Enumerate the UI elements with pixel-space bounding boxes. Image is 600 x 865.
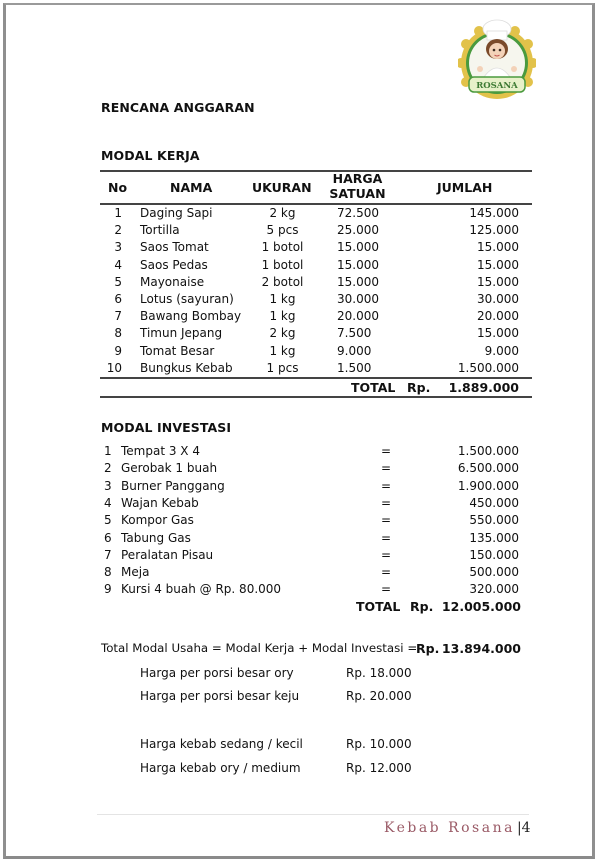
row-ukuran: 2 botol xyxy=(261,274,304,289)
kerja-total-label: TOTAL xyxy=(351,380,396,395)
row-harga-satuan: 30.000 xyxy=(337,292,379,306)
row-nama: Tomat Besar xyxy=(140,343,215,358)
row-ukuran: 1 botol xyxy=(261,257,304,272)
col-header-harga-satuan xyxy=(325,171,390,201)
row-jumlah: 9.000 xyxy=(484,343,519,358)
row-no: 10 xyxy=(106,360,122,375)
footer-separator: | xyxy=(516,820,522,836)
table-top-rule xyxy=(100,170,532,172)
investasi-total-currency: Rp. xyxy=(410,599,434,614)
table-bottom-rule xyxy=(100,396,532,398)
summary-value: 13.894.000 xyxy=(441,641,521,656)
col-header-harga: HARGA xyxy=(332,171,383,186)
row-nama: Tempat 3 X 4 xyxy=(121,444,200,458)
price-value: Rp. 12.000 xyxy=(346,761,412,775)
row-value: 450.000 xyxy=(469,495,519,510)
row-no: 1 xyxy=(104,444,112,458)
footer-divider xyxy=(97,814,529,815)
row-no: 6 xyxy=(114,292,122,306)
row-nama: Peralatan Pisau xyxy=(121,547,214,562)
row-no: 8 xyxy=(104,565,112,580)
row-jumlah: 1.500.000 xyxy=(457,360,519,375)
row-harga-satuan: 15.000 xyxy=(337,274,379,289)
row-value: 320.000 xyxy=(469,582,519,597)
logo-text: ROSANA xyxy=(476,81,518,91)
row-jumlah: 15.000 xyxy=(477,240,519,255)
row-nama: Kompor Gas xyxy=(121,513,194,528)
row-equals: = xyxy=(381,495,392,510)
row-nama: Bungkus Kebab xyxy=(140,360,233,375)
row-value: 550.000 xyxy=(469,513,519,528)
row-equals: = xyxy=(381,565,392,580)
page-footer xyxy=(384,820,531,836)
row-nama: Burner Panggang xyxy=(121,478,225,493)
row-equals: = xyxy=(381,547,392,562)
row-nama: Gerobak 1 buah xyxy=(121,461,218,476)
row-harga-satuan: 15.000 xyxy=(337,257,379,272)
summary-currency: Rp. xyxy=(416,641,440,656)
row-no: 9 xyxy=(114,343,122,358)
row-value: 150.000 xyxy=(469,547,519,562)
row-no: 1 xyxy=(114,206,122,220)
row-value: 135.000 xyxy=(469,530,519,545)
row-ukuran: 2 kg xyxy=(269,206,296,220)
row-nama: Daging Sapi xyxy=(140,206,213,220)
row-nama: Mayonaise xyxy=(140,274,205,289)
price-value: Rp. 18.000 xyxy=(346,666,412,680)
modal-investasi-heading: MODAL INVESTASI xyxy=(101,420,232,435)
row-nama: Saos Pedas xyxy=(140,257,208,272)
row-jumlah: 145.000 xyxy=(469,206,519,220)
row-ukuran: 1 pcs xyxy=(266,360,299,375)
row-jumlah: 15.000 xyxy=(477,257,519,272)
row-harga-satuan: 1.500 xyxy=(337,360,372,375)
col-header-jumlah: JUMLAH xyxy=(437,180,493,195)
row-no: 4 xyxy=(104,495,112,510)
row-nama: Timun Jepang xyxy=(140,326,223,341)
row-no: 7 xyxy=(104,547,112,562)
rosana-logo xyxy=(458,17,536,101)
row-harga-satuan: 72.500 xyxy=(337,206,379,220)
row-equals: = xyxy=(381,478,392,493)
col-header-nama: NAMA xyxy=(170,180,213,195)
row-jumlah: 15.000 xyxy=(477,274,519,289)
row-equals: = xyxy=(381,530,392,545)
footer-brand: Kebab Rosana xyxy=(384,820,515,836)
col-header-ukuran: UKURAN xyxy=(252,180,312,195)
row-no: 3 xyxy=(114,240,122,255)
row-harga-satuan: 20.000 xyxy=(337,309,379,324)
row-no: 2 xyxy=(114,223,122,238)
kerja-total-value: 1.889.000 xyxy=(448,380,519,395)
price-value: Rp. 10.000 xyxy=(346,737,412,751)
row-no: 5 xyxy=(104,513,112,528)
row-nama: Kursi 4 buah @ Rp. 80.000 xyxy=(121,582,282,597)
row-value: 500.000 xyxy=(469,565,519,580)
row-ukuran: 1 botol xyxy=(261,240,304,255)
row-nama: Saos Tomat xyxy=(140,240,209,255)
row-nama: Meja xyxy=(121,565,150,580)
row-no: 2 xyxy=(104,461,112,476)
price-label: Harga kebab sedang / kecil xyxy=(140,737,303,751)
row-equals: = xyxy=(381,513,392,528)
row-harga-satuan: 25.000 xyxy=(337,223,379,238)
row-harga-satuan: 15.000 xyxy=(337,240,379,255)
page-title: RENCANA ANGGARAN xyxy=(101,100,255,115)
investasi-total-value: 12.005.000 xyxy=(441,599,521,614)
row-no: 6 xyxy=(104,530,112,545)
row-jumlah: 15.000 xyxy=(477,326,519,341)
row-no: 7 xyxy=(114,309,122,324)
investasi-total-label: TOTAL xyxy=(356,599,401,614)
row-nama: Bawang Bombay xyxy=(140,309,242,324)
row-nama: Tabung Gas xyxy=(121,530,191,545)
row-nama: Tortilla xyxy=(140,223,180,238)
row-value: 1.900.000 xyxy=(457,478,519,493)
row-ukuran: 1 kg xyxy=(269,292,296,306)
price-label: Harga kebab ory / medium xyxy=(140,761,301,775)
price-value: Rp. 20.000 xyxy=(346,689,412,703)
page-number: 4 xyxy=(521,820,531,836)
row-ukuran: 2 kg xyxy=(269,326,296,341)
chef-mascot-icon xyxy=(458,17,536,101)
row-ukuran: 5 pcs xyxy=(266,223,299,238)
kerja-total-currency: Rp. xyxy=(407,380,431,395)
row-jumlah: 30.000 xyxy=(477,292,519,306)
row-ukuran: 1 kg xyxy=(269,343,296,358)
row-nama: Wajan Kebab xyxy=(121,495,199,510)
row-equals: = xyxy=(381,444,392,458)
row-value: 6.500.000 xyxy=(457,461,519,476)
document-page xyxy=(3,3,595,859)
row-equals: = xyxy=(381,582,392,597)
row-no: 9 xyxy=(104,582,112,597)
row-harga-satuan: 9.000 xyxy=(337,343,372,358)
row-no: 3 xyxy=(104,478,112,493)
row-ukuran: 1 kg xyxy=(269,309,296,324)
col-header-satuan: SATUAN xyxy=(329,186,386,201)
row-jumlah: 125.000 xyxy=(469,223,519,238)
modal-kerja-heading: MODAL KERJA xyxy=(101,148,200,163)
row-no: 4 xyxy=(114,257,122,272)
price-label: Harga per porsi besar ory xyxy=(140,666,294,680)
summary-formula: Total Modal Usaha = Modal Kerja + Modal Investasi = xyxy=(101,641,418,655)
row-harga-satuan: 7.500 xyxy=(337,326,372,341)
row-equals: = xyxy=(381,461,392,476)
row-no: 8 xyxy=(114,326,122,341)
row-jumlah: 20.000 xyxy=(477,309,519,324)
row-value: 1.500.000 xyxy=(457,444,519,458)
row-no: 5 xyxy=(114,274,122,289)
price-label: Harga per porsi besar keju xyxy=(140,689,300,703)
row-nama: Lotus (sayuran) xyxy=(140,292,234,306)
col-header-no: No xyxy=(108,180,128,195)
